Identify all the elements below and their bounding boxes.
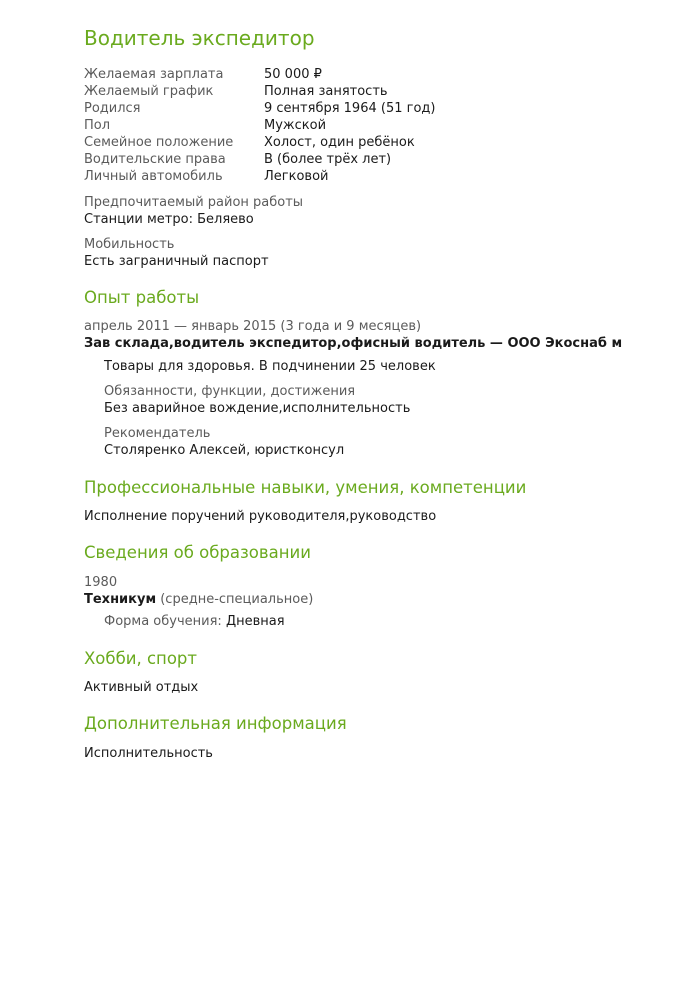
experience-period: апрель 2011 — январь 2015 (3 года и 9 месяцев) (84, 319, 422, 334)
duties-label: Обязанности, функции, достижения (104, 384, 356, 399)
schedule-value: Полная занятость (264, 84, 388, 99)
license-value: B (более трёх лет) (264, 152, 392, 167)
education-form-value: Дневная (225, 614, 285, 629)
hobby-text: Активный отдых (84, 680, 199, 695)
education-year: 1980 (84, 575, 118, 590)
family-label: Семейное положение (84, 135, 234, 150)
region-label: Предпочитаемый район работы (84, 195, 304, 210)
resume-title: Водитель экспедитор (84, 26, 315, 50)
experience-description: Товары для здоровья. В подчинении 25 человек (104, 359, 436, 374)
family-value: Холост, один ребёнок (264, 135, 415, 150)
gender-value: Мужской (264, 118, 327, 133)
gender-label: Пол (84, 118, 111, 133)
education-institution-line (84, 591, 313, 608)
region-value: Станции метро: Беляево (84, 212, 254, 227)
education-institution: Техникум (84, 592, 157, 607)
car-value: Легковой (264, 169, 329, 184)
license-label: Водительские права (84, 152, 226, 167)
mobility-label: Мобильность (84, 237, 175, 252)
experience-position: Зав склада,водитель экспедитор,офисный водитель — ООО Экоснаб м (84, 336, 623, 351)
additional-heading: Дополнительная информация (84, 714, 347, 733)
mobility-value: Есть заграничный паспорт (84, 254, 269, 269)
birth-value: 9 сентября 1964 (51 год) (264, 101, 436, 116)
skills-text: Исполнение поручений руководителя,руководство (84, 509, 437, 524)
salary-value: 50 000 ₽ (264, 67, 322, 82)
birth-label: Родился (84, 101, 141, 116)
schedule-label: Желаемый график (84, 84, 214, 99)
reference-label: Рекомендатель (104, 426, 211, 441)
skills-heading: Профессиональные навыки, умения, компетенции (84, 478, 527, 497)
car-label: Личный автомобиль (84, 169, 223, 184)
experience-heading: Опыт работы (84, 288, 200, 307)
education-form-label: Форма обучения: (104, 614, 222, 629)
education-level: (средне-специальное) (160, 592, 314, 607)
additional-text: Исполнительность (84, 746, 213, 761)
hobby-heading: Хобби, спорт (84, 649, 198, 668)
duties-value: Без аварийное вождение,исполнительность (104, 401, 411, 416)
education-form-line (104, 613, 285, 630)
reference-value: Столяренко Алексей, юристконсул (104, 443, 345, 458)
education-heading: Сведения об образовании (84, 543, 311, 562)
salary-label: Желаемая зарплата (84, 67, 224, 82)
